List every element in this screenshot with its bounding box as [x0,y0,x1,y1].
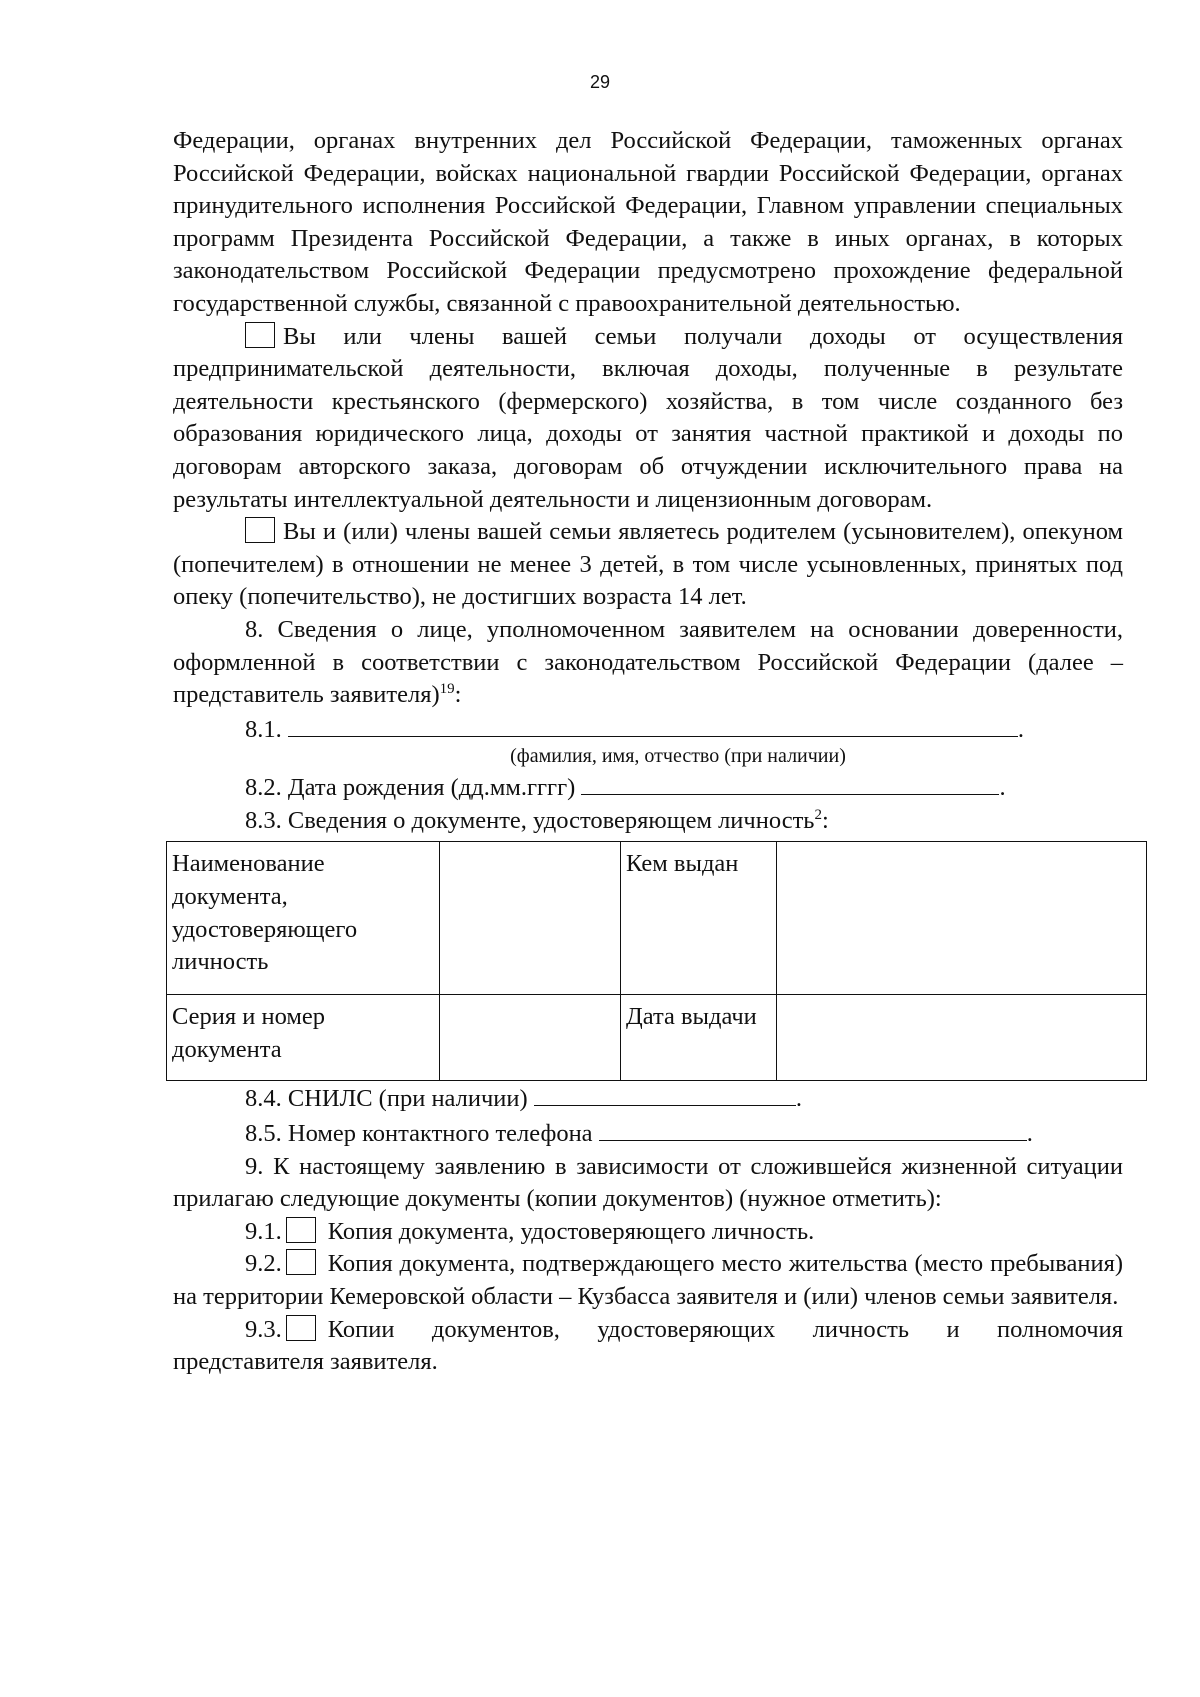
copy-residence-checkbox[interactable] [286,1249,316,1275]
table-row [167,995,1147,1081]
item-8-4: 8.4. СНИЛС (при наличии) . [173,1081,1123,1116]
parents-checkbox[interactable] [245,517,275,543]
item-8-3: 8.3. Сведения о документе, удостоверяющем личность$^2$: [245,806,829,834]
business-income-checkbox[interactable] [245,322,275,348]
item-8-2: 8.2. Дата рождения (дд.мм.гггг) . [173,770,1123,805]
copy-representative-checkbox[interactable] [286,1315,316,1341]
doc-name-value[interactable] [440,842,621,995]
issue-date-label: Дата выдачи [621,995,777,1081]
item-9-1: 9.1. Копия документа, удостоверяющего личность. [245,1217,815,1245]
fio-caption: (фамилия, имя, отчество (при наличии) [510,745,846,768]
document-body [173,125,1123,1379]
option-business-income [173,321,1123,517]
item-9-2: 9.2. Копия документа, подтверждающего место жительства (место пребывания) на территории Кемеровской области – Кузбасса заявителя и (или) членов семьи заявителя. [173,1250,1123,1311]
series-number-value[interactable] [440,995,621,1081]
table-row [167,842,1147,995]
item-8-1: 8.1. . [173,712,1123,747]
section-9-heading: 9. К настоящему заявлению в зависимости от сложившейся жизненной ситуации прилагаю следующие документы (копии документов) (нужное отметить): [173,1152,1123,1213]
issued-by-label: Кем выдан [621,842,777,995]
item-8-5: 8.5. Номер контактного телефона . [173,1116,1123,1151]
page-number: 29 [589,72,611,92]
section-8-heading: 8. Сведения о лице, уполномоченном заявителем на основании доверенности, оформленной в соответствии с законодательством Российской Федерации (далее – представитель заявителя)$^{19}$: [173,615,1123,709]
fio-field[interactable] [288,712,1018,737]
parents-text: Вы и (или) члены вашей семьи являетесь родителем (усыновителем), опекуном (попечителем) в отношении не менее 3 детей, в том числе усыновленных, принятых под опеку (попечительство), не достигших возраста 14 лет. [173,518,1123,611]
issued-by-value[interactable] [777,842,1147,995]
footnote-2: 2 [814,806,822,823]
option-parents [173,516,1123,614]
intro-paragraph: Федерации, органах внутренних дел Российской Федерации, таможенных органах Российской Федерации, войсках национальной гвардии Российской Федерации, органах принудительного исполнения Российской Федерации, Главном управлении специальных программ Президента Российской Федерации, а также в иных органах, в которых законодательством Российской Федерации предусмотрено прохождение федеральной государственной службы, связанной с правоохранительной деятельностью. [173,127,1123,317]
item-9-3: 9.3. Копии документов, удостоверяющих личность и полномочия представителя заявителя. [173,1315,1123,1376]
footnote-19: 19 [439,680,455,697]
series-number-label: Серия и номер документа [167,995,440,1081]
snils-field[interactable] [534,1081,796,1106]
doc-name-label: Наименование документа, удостоверяющего личность [167,842,440,995]
issue-date-value[interactable] [777,995,1147,1081]
business-income-text: Вы или члены вашей семьи получали доходы от осуществления предпринимательской деятельности, включая доходы, полученные в результате деятельности крестьянского (фермерского) хозяйства, в том числе созданного без образования юридического лица, доходы от занятия частной практикой и доходы по договорам авторского заказа, договорам об отчуждении исключительного права на результаты интеллектуальной деятельности и лицензионным договорам. [173,322,1123,513]
phone-field[interactable] [599,1116,1027,1141]
birth-date-field[interactable] [581,770,999,795]
section-8-text: 8. Сведения о лице, уполномоченном заявителем на основании доверенности, оформленной в соответствии с законодательством Российской Федерации (далее – представитель заявителя) [173,615,1123,709]
identity-document-table [166,841,1147,1081]
copy-id-checkbox[interactable] [286,1217,316,1243]
